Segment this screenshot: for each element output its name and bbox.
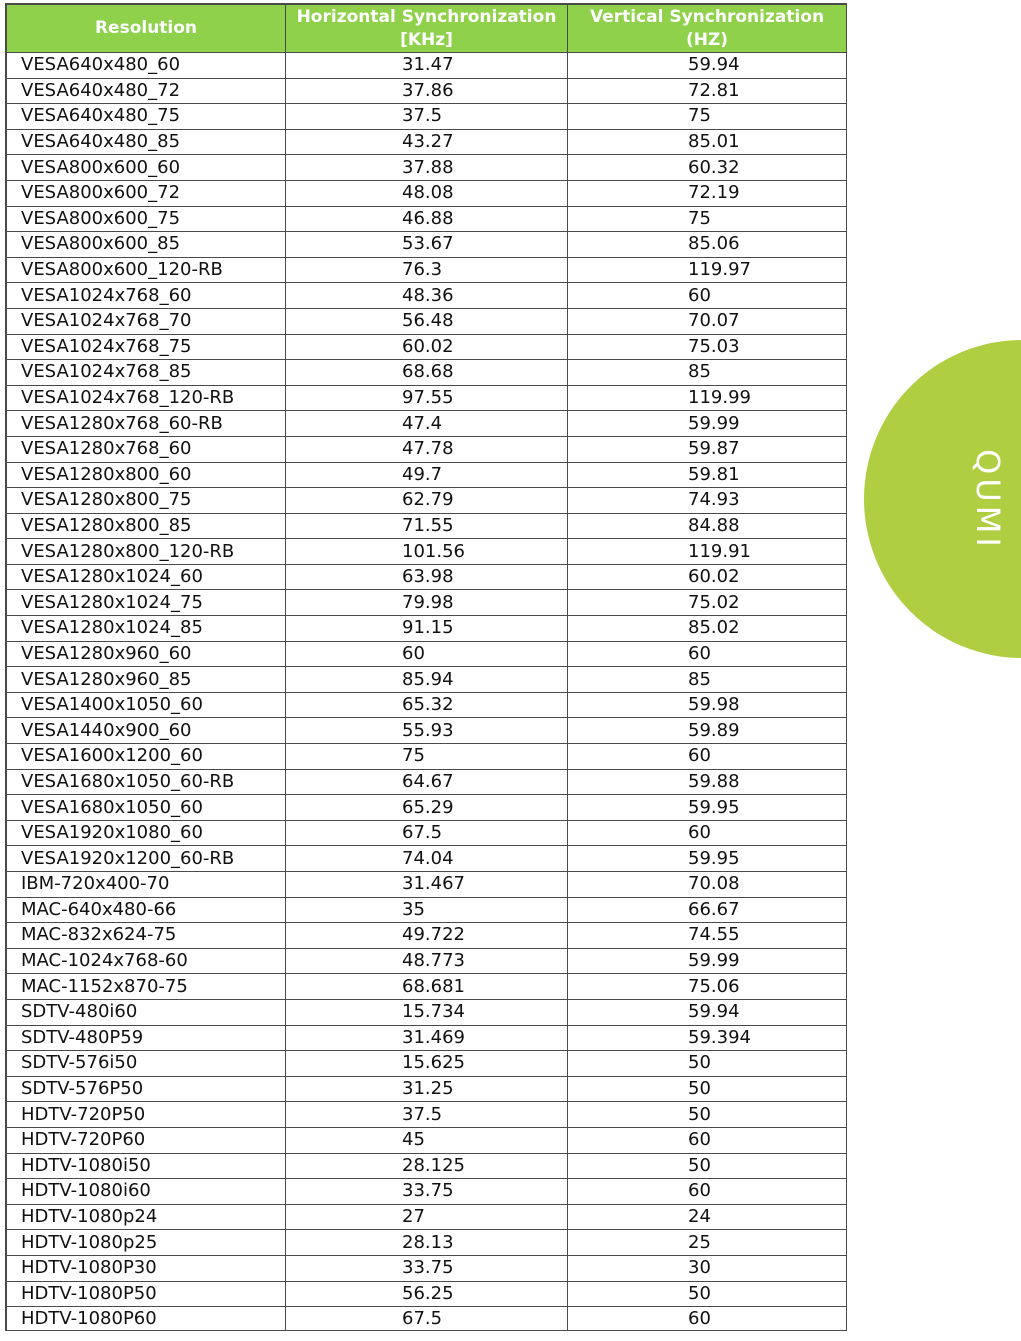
- cell-horizontal-sync: 15.625: [286, 1051, 568, 1077]
- table-row: [7, 999, 847, 1025]
- table-row: [7, 1153, 847, 1179]
- table-row: [7, 1025, 847, 1051]
- cell-resolution: SDTV-480i60: [7, 999, 286, 1025]
- cell-horizontal-sync: 47.78: [286, 436, 568, 462]
- header-horizontal-label: Horizontal Synchronization: [296, 6, 557, 27]
- cell-horizontal-sync: 37.88: [286, 155, 568, 181]
- cell-horizontal-sync: 62.79: [286, 488, 568, 514]
- cell-vertical-sync: 59.88: [568, 769, 847, 795]
- cell-vertical-sync: 60: [568, 820, 847, 846]
- table-row: [7, 206, 847, 232]
- cell-vertical-sync: 75: [568, 206, 847, 232]
- cell-horizontal-sync: 49.7: [286, 462, 568, 488]
- table-row: [7, 1204, 847, 1230]
- cell-resolution: VESA1280x960_85: [7, 667, 286, 693]
- timing-table-container: [5, 3, 847, 1331]
- cell-vertical-sync: 30: [568, 1255, 847, 1281]
- cell-horizontal-sync: 65.29: [286, 795, 568, 821]
- cell-resolution: VESA1920x1080_60: [7, 820, 286, 846]
- cell-vertical-sync: 60.02: [568, 564, 847, 590]
- table-row: [7, 718, 847, 744]
- brand-logo-text: QUMI: [969, 449, 1007, 551]
- cell-horizontal-sync: 46.88: [286, 206, 568, 232]
- table-row: [7, 462, 847, 488]
- cell-horizontal-sync: 49.722: [286, 923, 568, 949]
- cell-resolution: IBM-720x400-70: [7, 872, 286, 898]
- table-row: [7, 411, 847, 437]
- cell-vertical-sync: 74.55: [568, 923, 847, 949]
- table-row: [7, 1230, 847, 1256]
- cell-resolution: VESA800x600_85: [7, 232, 286, 258]
- cell-vertical-sync: 59.87: [568, 436, 847, 462]
- cell-horizontal-sync: 56.25: [286, 1281, 568, 1307]
- cell-vertical-sync: 59.95: [568, 846, 847, 872]
- cell-resolution: MAC-1024x768-60: [7, 948, 286, 974]
- cell-vertical-sync: 85: [568, 667, 847, 693]
- cell-vertical-sync: 75.06: [568, 974, 847, 1000]
- table-row: [7, 283, 847, 309]
- table-row: [7, 334, 847, 360]
- cell-resolution: VESA1280x800_75: [7, 488, 286, 514]
- cell-vertical-sync: 60: [568, 744, 847, 770]
- cell-resolution: VESA640x480_60: [7, 53, 286, 79]
- cell-resolution: VESA1680x1050_60: [7, 795, 286, 821]
- cell-horizontal-sync: 31.47: [286, 53, 568, 79]
- table-row: [7, 104, 847, 130]
- cell-horizontal-sync: 55.93: [286, 718, 568, 744]
- table-row: [7, 641, 847, 667]
- cell-horizontal-sync: 71.55: [286, 513, 568, 539]
- cell-vertical-sync: 119.97: [568, 257, 847, 283]
- cell-horizontal-sync: 56.48: [286, 308, 568, 334]
- cell-horizontal-sync: 75: [286, 744, 568, 770]
- cell-resolution: VESA800x600_75: [7, 206, 286, 232]
- header-resolution: [7, 5, 286, 53]
- cell-vertical-sync: 72.81: [568, 78, 847, 104]
- table-row: [7, 1051, 847, 1077]
- cell-horizontal-sync: 67.5: [286, 1307, 568, 1331]
- cell-resolution: VESA800x600_120-RB: [7, 257, 286, 283]
- table-row: [7, 1281, 847, 1307]
- table-row: [7, 308, 847, 334]
- cell-resolution: VESA1680x1050_60-RB: [7, 769, 286, 795]
- cell-resolution: VESA1280x800_120-RB: [7, 539, 286, 565]
- cell-horizontal-sync: 31.25: [286, 1076, 568, 1102]
- table-row: [7, 897, 847, 923]
- cell-vertical-sync: 66.67: [568, 897, 847, 923]
- table-body: [7, 53, 847, 1332]
- cell-resolution: VESA1024x768_120-RB: [7, 385, 286, 411]
- cell-horizontal-sync: 28.125: [286, 1153, 568, 1179]
- cell-horizontal-sync: 28.13: [286, 1230, 568, 1256]
- table-row: [7, 590, 847, 616]
- cell-horizontal-sync: 31.469: [286, 1025, 568, 1051]
- header-vertical-unit: (HZ): [685, 29, 729, 50]
- cell-resolution: VESA1024x768_75: [7, 334, 286, 360]
- table-row: [7, 513, 847, 539]
- header-vertical-sync: [568, 5, 847, 53]
- cell-resolution: VESA640x480_85: [7, 129, 286, 155]
- cell-resolution: VESA1280x1024_75: [7, 590, 286, 616]
- table-row: [7, 180, 847, 206]
- cell-vertical-sync: 75.02: [568, 590, 847, 616]
- cell-resolution: VESA1920x1200_60-RB: [7, 846, 286, 872]
- cell-horizontal-sync: 85.94: [286, 667, 568, 693]
- cell-vertical-sync: 59.94: [568, 53, 847, 79]
- cell-resolution: VESA1024x768_70: [7, 308, 286, 334]
- table-row: [7, 820, 847, 846]
- table-row: [7, 923, 847, 949]
- cell-resolution: HDTV-720P60: [7, 1127, 286, 1153]
- table-row: [7, 616, 847, 642]
- cell-resolution: VESA1280x768_60: [7, 436, 286, 462]
- cell-horizontal-sync: 48.08: [286, 180, 568, 206]
- cell-horizontal-sync: 101.56: [286, 539, 568, 565]
- cell-resolution: VESA1280x1024_85: [7, 616, 286, 642]
- cell-resolution: VESA1600x1200_60: [7, 744, 286, 770]
- cell-vertical-sync: 84.88: [568, 513, 847, 539]
- cell-vertical-sync: 24: [568, 1204, 847, 1230]
- cell-vertical-sync: 75: [568, 104, 847, 130]
- table-row: [7, 232, 847, 258]
- cell-horizontal-sync: 31.467: [286, 872, 568, 898]
- cell-horizontal-sync: 47.4: [286, 411, 568, 437]
- table-row: [7, 1127, 847, 1153]
- cell-vertical-sync: 119.91: [568, 539, 847, 565]
- table-row: [7, 257, 847, 283]
- cell-vertical-sync: 50: [568, 1076, 847, 1102]
- cell-vertical-sync: 60: [568, 641, 847, 667]
- timing-table: [6, 4, 847, 1331]
- table-row: [7, 744, 847, 770]
- table-row: [7, 846, 847, 872]
- cell-resolution: VESA1280x800_85: [7, 513, 286, 539]
- table-row: [7, 692, 847, 718]
- table-row: [7, 488, 847, 514]
- cell-horizontal-sync: 65.32: [286, 692, 568, 718]
- table-row: [7, 769, 847, 795]
- cell-resolution: VESA1400x1050_60: [7, 692, 286, 718]
- cell-horizontal-sync: 64.67: [286, 769, 568, 795]
- cell-vertical-sync: 59.99: [568, 948, 847, 974]
- cell-vertical-sync: 85.01: [568, 129, 847, 155]
- cell-vertical-sync: 59.95: [568, 795, 847, 821]
- cell-horizontal-sync: 67.5: [286, 820, 568, 846]
- cell-vertical-sync: 75.03: [568, 334, 847, 360]
- cell-resolution: SDTV-480P59: [7, 1025, 286, 1051]
- cell-horizontal-sync: 60: [286, 641, 568, 667]
- cell-horizontal-sync: 33.75: [286, 1255, 568, 1281]
- cell-horizontal-sync: 63.98: [286, 564, 568, 590]
- table-row: [7, 1102, 847, 1128]
- header-vertical-label: Vertical Synchronization: [589, 6, 825, 27]
- header-horizontal-unit: [KHz]: [400, 29, 453, 50]
- cell-resolution: HDTV-1080i50: [7, 1153, 286, 1179]
- table-row: [7, 564, 847, 590]
- cell-vertical-sync: 59.94: [568, 999, 847, 1025]
- table-row: [7, 1255, 847, 1281]
- cell-horizontal-sync: 68.68: [286, 360, 568, 386]
- cell-resolution: VESA800x600_72: [7, 180, 286, 206]
- cell-resolution: HDTV-1080P60: [7, 1307, 286, 1331]
- cell-horizontal-sync: 76.3: [286, 257, 568, 283]
- table-row: [7, 1307, 847, 1331]
- cell-vertical-sync: 60: [568, 1127, 847, 1153]
- cell-vertical-sync: 72.19: [568, 180, 847, 206]
- table-row: [7, 53, 847, 79]
- cell-vertical-sync: 60.32: [568, 155, 847, 181]
- table-row: [7, 1076, 847, 1102]
- cell-vertical-sync: 60: [568, 1307, 847, 1331]
- cell-resolution: VESA640x480_75: [7, 104, 286, 130]
- cell-horizontal-sync: 53.67: [286, 232, 568, 258]
- cell-resolution: VESA640x480_72: [7, 78, 286, 104]
- cell-horizontal-sync: 45: [286, 1127, 568, 1153]
- cell-vertical-sync: 85.06: [568, 232, 847, 258]
- cell-resolution: SDTV-576P50: [7, 1076, 286, 1102]
- cell-vertical-sync: 85.02: [568, 616, 847, 642]
- header-horizontal-sync: [286, 5, 568, 53]
- cell-vertical-sync: 70.08: [568, 872, 847, 898]
- table-row: [7, 948, 847, 974]
- cell-resolution: HDTV-1080p25: [7, 1230, 286, 1256]
- cell-resolution: VESA1280x768_60-RB: [7, 411, 286, 437]
- cell-resolution: VESA800x600_60: [7, 155, 286, 181]
- cell-vertical-sync: 50: [568, 1102, 847, 1128]
- cell-horizontal-sync: 37.86: [286, 78, 568, 104]
- cell-horizontal-sync: 15.734: [286, 999, 568, 1025]
- cell-horizontal-sync: 35: [286, 897, 568, 923]
- cell-resolution: MAC-1152x870-75: [7, 974, 286, 1000]
- cell-horizontal-sync: 33.75: [286, 1179, 568, 1205]
- table-row: [7, 667, 847, 693]
- cell-horizontal-sync: 68.681: [286, 974, 568, 1000]
- table-row: [7, 539, 847, 565]
- cell-horizontal-sync: 37.5: [286, 104, 568, 130]
- table-row: [7, 129, 847, 155]
- cell-horizontal-sync: 79.98: [286, 590, 568, 616]
- cell-vertical-sync: 119.99: [568, 385, 847, 411]
- cell-resolution: VESA1280x800_60: [7, 462, 286, 488]
- cell-resolution: VESA1024x768_60: [7, 283, 286, 309]
- header-row: [7, 5, 847, 53]
- cell-resolution: MAC-832x624-75: [7, 923, 286, 949]
- cell-vertical-sync: 59.89: [568, 718, 847, 744]
- table-row: [7, 155, 847, 181]
- table-header: [7, 5, 847, 53]
- table-row: [7, 872, 847, 898]
- cell-resolution: MAC-640x480-66: [7, 897, 286, 923]
- table-row: [7, 795, 847, 821]
- cell-vertical-sync: 85: [568, 360, 847, 386]
- cell-horizontal-sync: 48.773: [286, 948, 568, 974]
- cell-horizontal-sync: 91.15: [286, 616, 568, 642]
- cell-vertical-sync: 59.99: [568, 411, 847, 437]
- cell-vertical-sync: 50: [568, 1153, 847, 1179]
- table-row: [7, 385, 847, 411]
- cell-vertical-sync: 50: [568, 1051, 847, 1077]
- cell-resolution: VESA1440x900_60: [7, 718, 286, 744]
- cell-vertical-sync: 25: [568, 1230, 847, 1256]
- cell-vertical-sync: 60: [568, 1179, 847, 1205]
- cell-resolution: HDTV-720P50: [7, 1102, 286, 1128]
- table-row: [7, 436, 847, 462]
- cell-vertical-sync: 59.394: [568, 1025, 847, 1051]
- table-row: [7, 360, 847, 386]
- cell-horizontal-sync: 48.36: [286, 283, 568, 309]
- cell-resolution: VESA1280x1024_60: [7, 564, 286, 590]
- cell-horizontal-sync: 37.5: [286, 1102, 568, 1128]
- header-resolution-label: Resolution: [94, 18, 198, 38]
- cell-vertical-sync: 59.81: [568, 462, 847, 488]
- cell-horizontal-sync: 43.27: [286, 129, 568, 155]
- cell-resolution: HDTV-1080p24: [7, 1204, 286, 1230]
- cell-vertical-sync: 70.07: [568, 308, 847, 334]
- cell-horizontal-sync: 27: [286, 1204, 568, 1230]
- cell-resolution: HDTV-1080P50: [7, 1281, 286, 1307]
- table-row: [7, 974, 847, 1000]
- cell-horizontal-sync: 60.02: [286, 334, 568, 360]
- cell-resolution: SDTV-576i50: [7, 1051, 286, 1077]
- cell-resolution: VESA1280x960_60: [7, 641, 286, 667]
- cell-vertical-sync: 50: [568, 1281, 847, 1307]
- cell-resolution: HDTV-1080P30: [7, 1255, 286, 1281]
- cell-vertical-sync: 60: [568, 283, 847, 309]
- table-row: [7, 1179, 847, 1205]
- cell-horizontal-sync: 97.55: [286, 385, 568, 411]
- table-row: [7, 78, 847, 104]
- cell-resolution: VESA1024x768_85: [7, 360, 286, 386]
- cell-horizontal-sync: 74.04: [286, 846, 568, 872]
- cell-vertical-sync: 74.93: [568, 488, 847, 514]
- cell-resolution: HDTV-1080i60: [7, 1179, 286, 1205]
- cell-vertical-sync: 59.98: [568, 692, 847, 718]
